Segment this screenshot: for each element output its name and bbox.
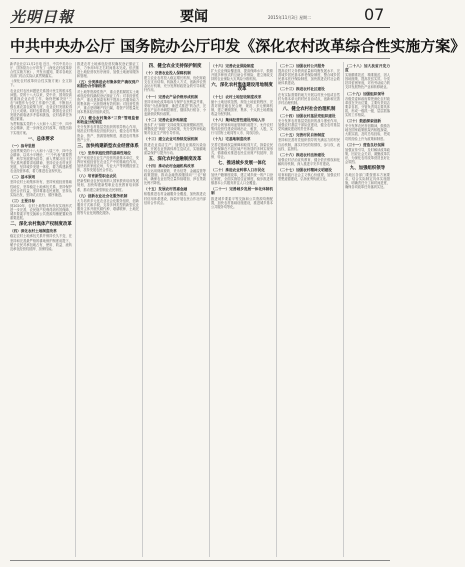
article-paragraph: 到2020年，农村土地集体所有权实现形式进一步完善，农民财产权利得到有效保障，城乡要素平等交换和公共资源均衡配置取得重要进展。 xyxy=(10,203,72,221)
article-paragraph: 加强农村法治宣传教育，健全依法维权和化解纠纷机制，深入推进平安乡村建设。 xyxy=(278,157,340,166)
section-heading: 七、推进城乡发展一体化 xyxy=(217,160,267,166)
subsection-heading: （二十）推进农业转移人口市民化 xyxy=(211,167,265,172)
article-paragraph: 对土地等资源性资产，重点是抓紧抓实土地承包经营权确权登记颁证工作；对非经营性资产，重点是探索有利于提高公共服务能力的集体统一运营管理有效机制；对经营性资产，重点是明晰产权归属，将资产折股量化到本集体经济组织成员。 xyxy=(77,89,139,115)
section-heading: 八、健全农村社会治理机制 xyxy=(282,106,336,112)
subsection-heading: （九）创新农业社会化服务机制 xyxy=(77,193,128,198)
article-paragraph: 完善宅基地权益保障和取得方式，探索农民住房保障在不同区域户有所居的多种实现形式，慎重稳妥推进农民住房财产权抵押、担保、转让。 xyxy=(211,142,273,159)
article-paragraph: 加强宣传引导，及时解读改革政策，回应社会关切，凝聚改革共识，为深化农村改革营造良好社会氛围。 xyxy=(345,147,390,164)
masthead-rule xyxy=(10,27,390,28)
headline-rule xyxy=(10,58,390,59)
section-title: 要闻 xyxy=(180,9,208,25)
article-paragraph: 提高农村义务教育质量和均衡发展水平，完善城乡居民基本养老保险制度，整合城乡居民基本医疗保险制度，加快推进农村社会救助体系建设。 xyxy=(278,69,340,86)
subsection-heading: （十五）发展农村普惠金融 xyxy=(144,187,188,192)
article-paragraph: 扩大农业保险覆盖面，提高保障水平，鼓励开展多种形式的互助合作保险，建立财政支持的农业保险大灾风险分散机制。 xyxy=(211,69,273,82)
subsection-heading: （二十五）完善村民自治制度 xyxy=(278,133,325,138)
column-divider xyxy=(343,62,344,557)
subsection-heading: （四）深化农村土地制度改革 xyxy=(10,229,57,234)
article-paragraph: 为贯彻落实党的十八大和十八届三中、四中全会精神，进一步深化农村改革，现提出如下实施方案。 xyxy=(10,122,72,135)
article-paragraph: 建立农业农村投入稳定增长机制，优化财政支农支出结构，转换投入方式，创新涉农资金运行机制，充分发挥财政资金的引导和杠杆作用。 xyxy=(144,76,206,93)
column-divider xyxy=(142,62,143,557)
article-paragraph: 全面贯彻党的十八大和十八届三中、四中全会精神，以邓小平理论、“三个代表”重要思想、科学发展观为指导，深入贯彻习近平总书记系列重要讲话精神，坚持农业农村优先发展，坚持城乡发展一体化，着力构建新型农业经营体系，着力推进农业现代化。 xyxy=(10,148,72,174)
subsection-heading: （七）坚持家庭经营的基础性地位 xyxy=(77,150,131,155)
article-column-2 xyxy=(77,62,139,557)
subsection-heading: （八）培育新型职业农民 xyxy=(77,174,117,179)
article-column-5 xyxy=(278,62,340,557)
article-paragraph: 充分发挥农村基层党组织的领导核心作用，规范农村集体经济组织运行，健全农村集体资金、资产、资源管理制度，推进农村集体资产公开。 xyxy=(77,125,139,142)
newspaper-logo: 光明日報 xyxy=(10,8,75,26)
subsection-heading: （十）完善农业投入保障机制 xyxy=(144,71,191,76)
subsection-heading: （十六）完善农业保险制度 xyxy=(211,64,255,68)
section-heading: 四、健全农业支持保护制度 xyxy=(148,64,202,69)
subsection-heading: （十九）宅基地制度改革 xyxy=(211,137,251,142)
subsection-heading: （二十八）加大扶贫开发力度 xyxy=(345,64,390,73)
subsection-heading: （二）基本原则 xyxy=(10,175,36,180)
article-paragraph: 积极推进农村金融服务全覆盖，加快推进农村信用体系建设，探索开展农民合作社内部信用合作试点。 xyxy=(144,192,206,205)
subsection-heading: （十四）推动农村金融机构改革 xyxy=(144,163,195,168)
subsection-heading: （二十三）推进农村社区建设 xyxy=(278,87,325,92)
article-paragraph: 《深化农村改革综合性实施方案》全文如下。 xyxy=(10,79,72,88)
subsection-heading: （二十四）加强农村基层党组织建设 xyxy=(278,113,336,118)
section-heading: 九、加强组织领导 xyxy=(349,166,386,172)
column-divider xyxy=(209,62,210,557)
article-paragraph: 各级党委和政府要把深化农村改革放在突出位置，主要负责同志要亲自抓，分管负责同志要具体抓，形成一级抓一级、层层抓落实的工作格局。 xyxy=(345,96,390,118)
article-paragraph: 坚持市场化改革取向与保护农民利益并重，采取“分品种施策、渐进式推进”的办法，完善农产品市场调控制度，继续执行稻谷、小麦最低收购价政策。 xyxy=(144,99,206,116)
article-paragraph: 稳定农村土地承包关系并保持长久不变，在坚持和完善最严格的耕地保护制度前提下，赋予农民对承包地占有、使用、收益、流转及承包经营权抵押、担保权能。 xyxy=(10,234,72,251)
column-divider xyxy=(75,62,76,557)
article-column-3 xyxy=(144,62,206,557)
article-paragraph: 充分发挥农民首创精神，鼓励各地在国家政策框架内积极探索，大胆实践，及时总结经验，把成功的经验上升为政策和制度。 xyxy=(345,124,390,141)
section-heading: 五、深化农村金融制度改革 xyxy=(148,156,202,162)
article-paragraph: 逐步扩大“绿箱”支持政策实施规模和范围，调整改进“黄箱”支持政策，充分发挥补贴政策对农业生产的引导作用。 xyxy=(144,123,206,136)
subsection-heading: （二十二）加强农村公共服务 xyxy=(278,64,325,68)
article-paragraph: 推进城乡要素平等交换和公共资源均衡配置，加快农村基础设施建设，推进城乡基本公共服务均等化。 xyxy=(211,196,273,209)
section-heading: 一、总体要求 xyxy=(27,136,55,142)
subsection-heading: （六）健全农村集体“三资”管理监督和收益分配制度 xyxy=(77,116,139,125)
subsection-heading: （三）主要目标 xyxy=(10,198,36,203)
article-paragraph: 农业农村农民问题是关系国计民生的根本性问题。党的十八大以来，党中央、国务院高度重视农业农村工作，始终把解决好“三农”问题作为全党工作重中之重，不断加大强农惠农富农政策力度，农业农村发展取得了巨大成就。同时也要看到，我国农业农村发展仍面临诸多矛盾和挑战，农村改革任务艰巨繁重。 xyxy=(10,88,72,122)
article-column-6 xyxy=(345,62,390,557)
subsection-heading: （一）指导思想 xyxy=(10,143,36,148)
masthead xyxy=(0,0,400,30)
subsection-heading: （十三）建立农业可持续发展机制 xyxy=(144,137,198,142)
article-column-4 xyxy=(211,62,273,557)
subsection-heading: （三十一）营造良好氛围 xyxy=(345,142,385,147)
page-bottom-rule xyxy=(10,560,390,561)
article-paragraph: 新华社北京11月2日电 近日，中共中央办公厅、国务院办公厅印发了《深化农村改革综合性实施方案》，并发出通知，要求各地区各部门结合实际认真贯彻落实。 xyxy=(10,62,72,79)
subsection-heading: （二十七）加强农村精神文明建设 xyxy=(278,167,332,172)
subsection-heading: （五）分类推进农村集体资产确权到户和股份合作制改革 xyxy=(77,80,139,89)
dateline: 2015年11月3日 星期二 xyxy=(268,15,312,20)
subsection-heading: （十一）完善农产品价格形成机制 xyxy=(144,94,198,99)
section-heading: 六、深化农村集体建设用地制度改革 xyxy=(211,83,273,93)
subsection-heading: （十二）完善农业补贴制度 xyxy=(144,118,188,123)
subsection-heading: （十七）农村土地征收制度改革 xyxy=(211,94,262,99)
subsection-heading: （二十一）完善城乡发展一体化体制机制 xyxy=(211,187,273,196)
article-paragraph: 加快户籍制度改革，建立城乡统一的户口登记制度，全面实施居住证制度，稳步推进城镇基本公共服务常住人口全覆盖。 xyxy=(211,173,273,186)
article-paragraph: 农户家庭是农业生产经营的最基本单位，发挥好家庭经营在农业生产中的基础性作用，加快培育家庭农场、专业大户等规模经营主体，扶持发展农民合作社。 xyxy=(77,155,139,173)
subsection-heading: （三十）鼓励探索创新 xyxy=(345,119,381,124)
article-paragraph: 坚持农村土地集体所有，坚持家庭经营基础性地位，坚持稳定土地承包关系，坚持保护农民合法权益，坚持尊重农民意愿，坚持从实际出发，坚持试点先行、循序渐进。 xyxy=(10,180,72,197)
article-paragraph: 实施精准扶贫、精准脱贫，因人因地施策，提高扶贫实效。分类扶持贫困家庭，对有劳动能力的支持发展特色产业和转移就业。 xyxy=(345,73,390,90)
section-heading: 三、加快构建新型农业经营体系 xyxy=(77,143,139,149)
subsection-heading: （十八）集体经营性建设用地入市 xyxy=(211,118,265,123)
column-divider xyxy=(276,62,277,557)
article-paragraph: 综合运用财政税收、货币信贷、金融监管等政策措施，推动金融资源继续向“三农”倾斜，确保农业信贷总量持续增加、涉农贷款比例不降低。 xyxy=(144,168,206,186)
article-paragraph: 在符合规划和用途管制的前提下，允许农村集体经营性建设用地出让、租赁、入股，实行与国有土地同等入市、同权同价。 xyxy=(211,123,273,136)
article-paragraph: 在有实际需要的地方开展以村民小组或自然村为基本单元的村民自治试点，创新和完善乡村治理机制。 xyxy=(278,92,340,105)
article-paragraph: 充分发挥农村基层党组织的战斗堡垒作用，加强农村基层干部队伍建设，健全农村基层党风廉政建设的责任体系。 xyxy=(278,119,340,132)
page-number: 07 xyxy=(364,5,385,24)
article-paragraph: 推进农村土地承包经营权确权登记颁证工作，力争用5年左右时间基本完成。依法推进土地经营权有序流转，加强土地流转服务和管理。 xyxy=(77,62,139,79)
article-paragraph: 培育和践行社会主义核心价值观，加强农村思想道德建设，弘扬优秀传统文化。 xyxy=(278,173,340,182)
headline: 中共中央办公厅 国务院办公厅印发《深化农村改革综合性实施方案》 xyxy=(10,37,465,55)
section-heading: 二、深化农村集体产权制度改革 xyxy=(10,222,72,228)
subsection-heading: （二十六）推进农村法治建设 xyxy=(278,152,325,157)
subsection-heading: （二十九）加强组织领导 xyxy=(345,91,385,96)
article-paragraph: 缩小土地征收范围，规范土地征收程序，完善对被征地农民合理、规范、多元保障机制，建立兼顾国家、集体、个人的土地增值收益分配机制。 xyxy=(211,99,273,116)
article-paragraph: 把新型职业农民培育纳入国家教育培训发展规划，加快构建新型职业农民教育培训体系，推动建立新型职业农民制度。 xyxy=(77,179,139,192)
article-column-1 xyxy=(10,62,72,557)
article-paragraph: 坚持和完善村党组织领导的充满活力的村民自治机制，落实村民的知情权、参与权、表达权、监督权。 xyxy=(278,138,340,151)
article-paragraph: 大力培育多元化农业社会化服务组织，创新服务方式和手段，支持多种类型的新型农业服务主体开展代耕代种、联耕联种、土地托管等专业化规模化服务。 xyxy=(77,198,139,215)
article-paragraph: 各地区各部门要按照本方案要求，结合实际制定具体实施措施，明确责任分工和时间进度，确保各项改革任务落到实处。 xyxy=(345,173,390,190)
article-paragraph: 推进农业清洁生产，加强农业面源污染治理，开展农业资源休养生息试点，实施耕地质量保护与提升行动。 xyxy=(144,142,206,155)
